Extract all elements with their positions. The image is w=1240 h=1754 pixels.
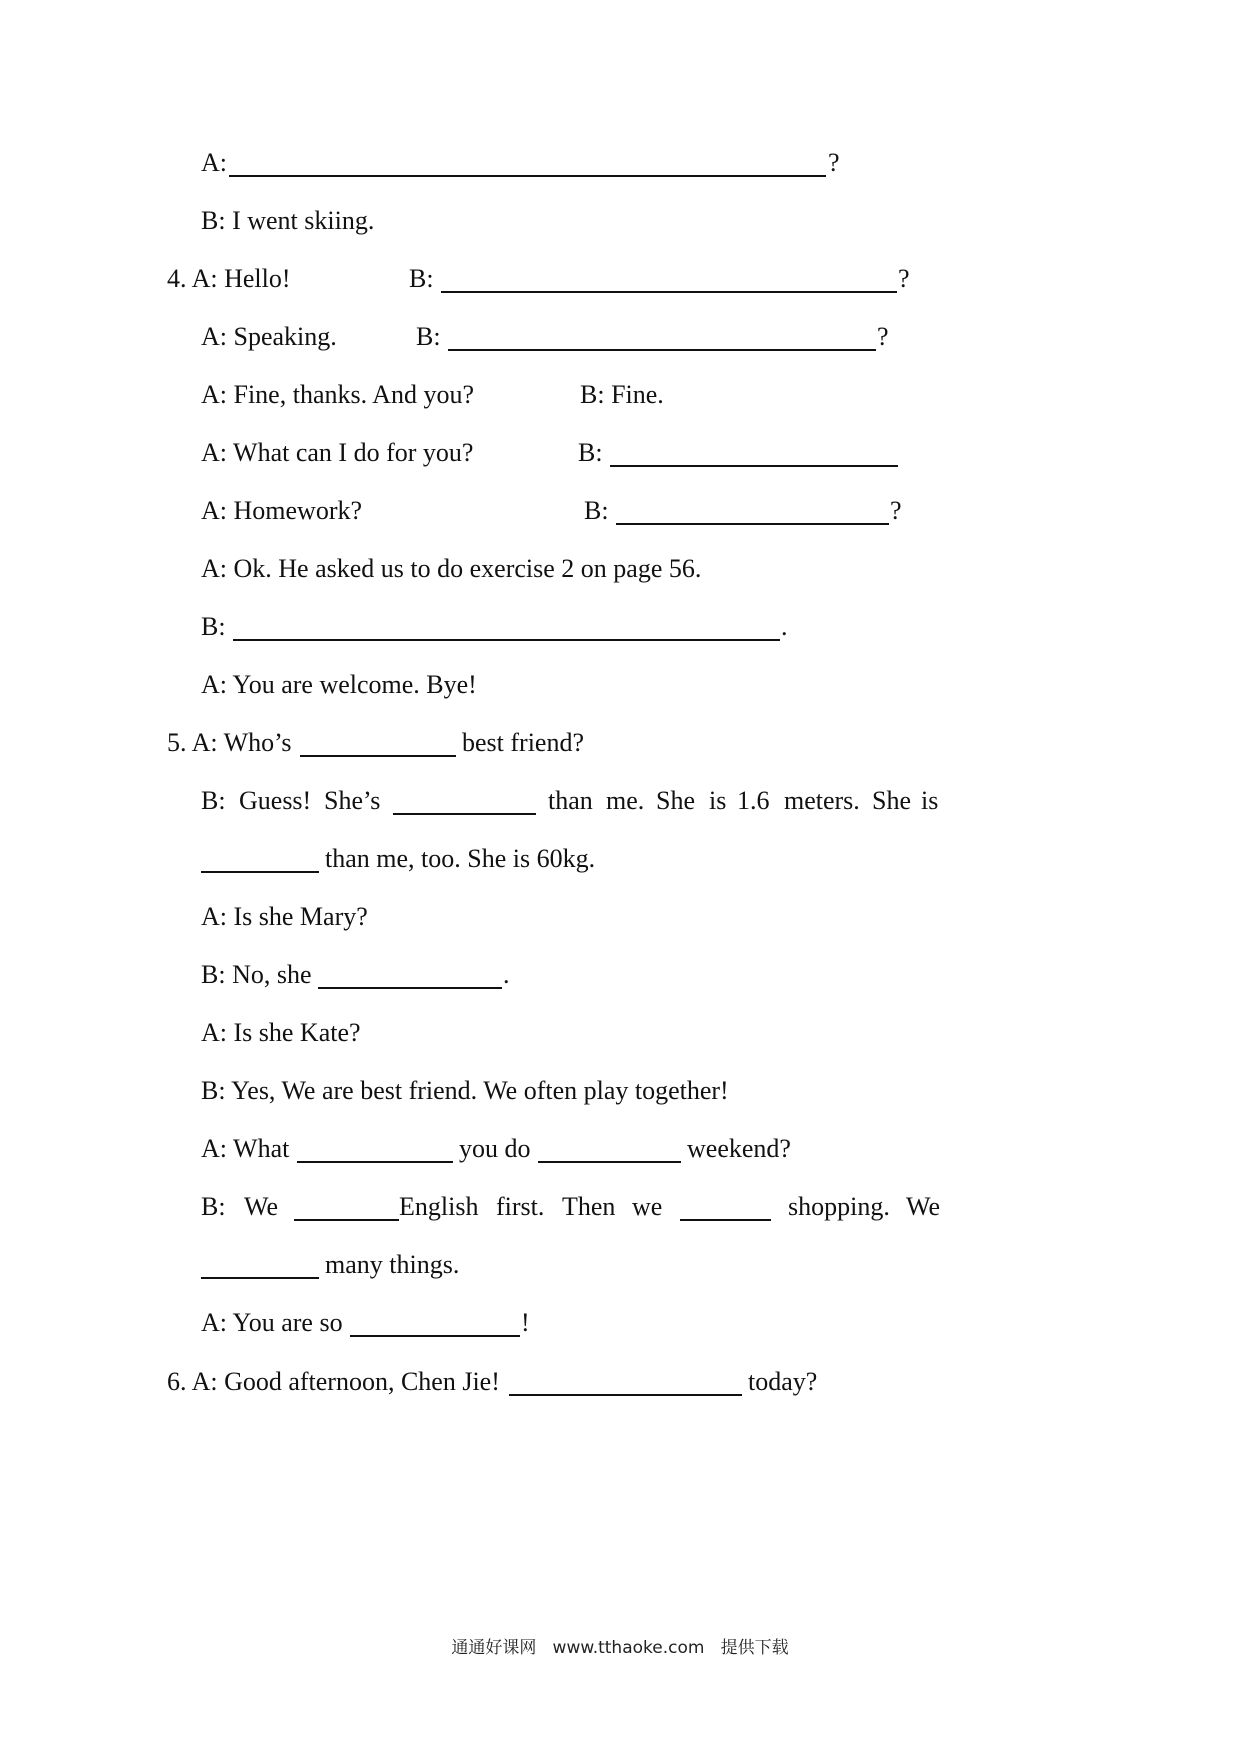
text-b3: B: Yes, We are best friend. We often play together! (201, 1076, 729, 1105)
text-b1-cont: than me, too. She is 60kg. (325, 844, 596, 873)
footer-suffix: 提供下载 (720, 1638, 789, 1658)
footer-url[interactable]: www.tthaoke.com (552, 1638, 705, 1658)
text-b-line: B: I went skiing. (201, 206, 375, 235)
text-a-prefix: A: (201, 148, 227, 177)
text-b2-end: ? (877, 322, 889, 351)
text-b4-w7: shopping. (788, 1192, 890, 1221)
answer-blank[interactable] (201, 1277, 319, 1279)
text-a3: A: Fine, thanks. And you? (201, 380, 474, 409)
text-a1-pre: 6. A: Good afternoon, Chen Jie! (167, 1367, 500, 1396)
text-a4-pre: A: What (201, 1134, 290, 1163)
text-a7: A: You are welcome. Bye! (201, 670, 477, 699)
answer-blank[interactable] (350, 1335, 520, 1337)
text-b4-w4: first. (496, 1192, 545, 1221)
text-b5-end: ? (890, 496, 902, 525)
text-b3: B: Fine. (580, 380, 664, 409)
text-a5-end: ! (521, 1308, 530, 1337)
text-a4-post: weekend? (687, 1134, 791, 1163)
text-a1-post: best friend? (462, 728, 585, 757)
text-b5-prefix: B: (584, 496, 609, 525)
text-b1-w8: 1.6 (737, 786, 770, 815)
text-a1-post: today? (748, 1367, 818, 1396)
answer-blank[interactable] (318, 987, 502, 989)
answer-blank[interactable] (509, 1394, 742, 1396)
text-a1: 4. A: Hello! (167, 264, 291, 293)
text-b1-w11: is (921, 786, 939, 815)
answer-blank[interactable] (294, 1219, 399, 1221)
text-b1-w4: than (548, 786, 593, 815)
text-b4-w8: We (906, 1192, 940, 1221)
text-b1-end: ? (898, 264, 910, 293)
text-b4-w2: We (244, 1192, 278, 1221)
answer-blank[interactable] (448, 349, 876, 351)
text-a1-pre: 5. A: Who’s (167, 728, 292, 757)
text-b6-prefix: B: (201, 612, 226, 641)
answer-blank[interactable] (201, 871, 319, 873)
text-a6: A: Ok. He asked us to do exercise 2 on page 56. (201, 554, 702, 583)
text-b6-end: . (781, 612, 788, 641)
text-b1-w10: She (872, 786, 911, 815)
text-b4-w1: B: (201, 1192, 226, 1221)
footer-site-name: 通通好课网 (451, 1638, 537, 1658)
text-a3: A: Is she Kate? (201, 1018, 361, 1047)
answer-blank[interactable] (233, 639, 780, 641)
text-a-end: ? (828, 148, 840, 177)
text-b4-prefix: B: (578, 438, 603, 467)
answer-blank[interactable] (297, 1161, 453, 1163)
answer-blank[interactable] (680, 1219, 771, 1221)
text-b1-w5: me. (606, 786, 645, 815)
text-b4-w5: Then (562, 1192, 616, 1221)
text-b4-w3: English (399, 1192, 479, 1221)
text-b1-w9: meters. (784, 786, 860, 815)
text-b2-prefix: B: (416, 322, 441, 351)
text-a5: A: Homework? (201, 496, 363, 525)
text-a2: A: Is she Mary? (201, 902, 368, 931)
page-footer (0, 1633, 1240, 1658)
text-b4-cont: many things. (325, 1250, 460, 1279)
text-a4: A: What can I do for you? (201, 438, 474, 467)
text-a5-pre: A: You are so (201, 1308, 343, 1337)
text-b2-pre: B: No, she (201, 960, 312, 989)
text-b1-w2: Guess! (239, 786, 312, 815)
answer-blank[interactable] (610, 465, 898, 467)
text-a4-mid: you do (459, 1134, 531, 1163)
text-b1-prefix: B: (409, 264, 434, 293)
answer-blank[interactable] (441, 291, 897, 293)
answer-blank[interactable] (393, 813, 536, 815)
text-b1-w6: She (656, 786, 695, 815)
text-b1-w7: is (709, 786, 727, 815)
text-b4-w6: we (632, 1192, 663, 1221)
answer-blank[interactable] (300, 755, 456, 757)
answer-blank[interactable] (538, 1161, 681, 1163)
text-b2-end: . (503, 960, 510, 989)
answer-blank[interactable] (229, 175, 826, 177)
text-b1-w1: B: (201, 786, 226, 815)
text-a2: A: Speaking. (201, 322, 337, 351)
answer-blank[interactable] (616, 523, 889, 525)
text-b1-w3: She’s (324, 786, 381, 815)
